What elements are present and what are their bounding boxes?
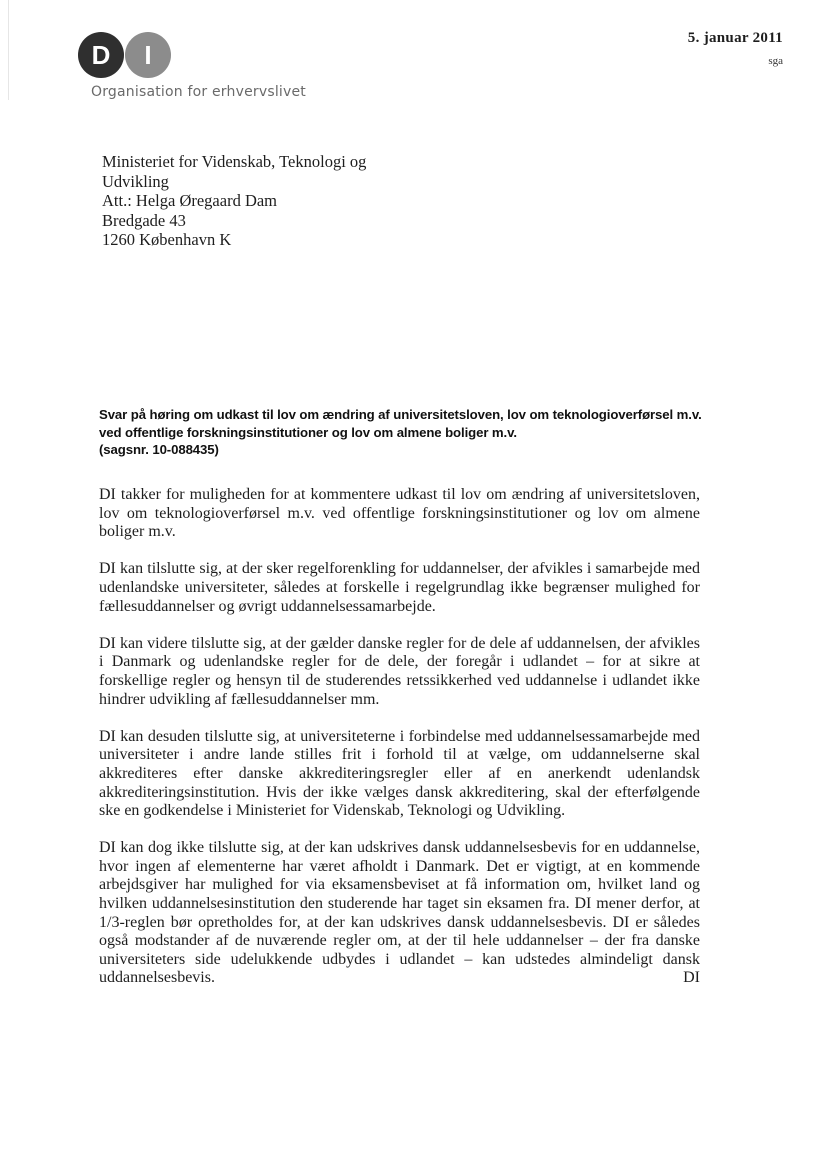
body-paragraph: DI kan desuden tilslutte sig, at universiteterne i forbindelse med uddannelsessamarbejde med universiteter i andre lande stilles frit i forhold til at vælge, om uddannelserne skal akkrediteres efter danske akkrediteringsregler eller af en anerkendt udenlandsk akkrediteringsinstitution. Hvis der ikke vælges dansk akkreditering, skal der efterfølgende ske en godkendelse i Ministeriet for Videnskab, Teknologi og Udvikling. bbox=[99, 727, 700, 820]
body-paragraph: DI takker for muligheden for at kommentere udkast til lov om ændring af universitetsloven, lov om teknologioverførsel m.v. ved offentlige forskningsinstitutioner og lov om almene boliger m.v. bbox=[99, 486, 700, 541]
address-line: Udvikling bbox=[102, 171, 169, 191]
address-line: Att.: Helga Øregaard Dam bbox=[102, 191, 278, 211]
body-paragraph: DI kan dog ikke tilslutte sig, at der kan udskrives dansk uddannelsesbevis for en uddannelse, hvor ingen af elementerne har været afholdt i Danmark. Det er vigtigt, at en kommende arbejdsgiver har mulighed for via eksamensbeviset at få information om, hvilket land og hvilken uddannelsesinstitution den studerende har taget sin eksamen fra. DI mener derfor, at 1/3-reglen bør opretholdes for, at der kan udskrives dansk uddannelsesbevis. DI er således også modstander af de nuværende regler om, at der til hele uddannelser – der fra danske universiteters side udelukkende udbydes i udlandet – kan udstedes almindeligt dansk uddannelsesbevis. DI bbox=[99, 839, 700, 987]
logo-i-circle: I bbox=[125, 32, 171, 78]
author-initials: sga bbox=[768, 55, 783, 67]
logo-d-circle: D bbox=[78, 32, 124, 78]
letter-date: 5. januar 2011 bbox=[687, 30, 783, 46]
recipient-address bbox=[102, 152, 366, 250]
subject-heading bbox=[99, 406, 739, 459]
address-line: Ministeriet for Videnskab, Teknologi og bbox=[102, 152, 367, 171]
organisation-tagline: Organisation for erhvervslivet bbox=[91, 84, 306, 100]
address-line: Bredgade 43 bbox=[102, 210, 186, 230]
body-paragraph: DI kan tilslutte sig, at der sker regelforenkling for uddannelser, der afvikles i samarbejde med udenlandske universiteter, således at forskelle i regelgrundlag ikke begrænser mulighed for fællesuddannelser og øvrigt uddannelsessamarbejde. bbox=[99, 560, 700, 615]
di-logo bbox=[78, 28, 278, 88]
address-line: 1260 København K bbox=[102, 230, 232, 250]
scan-edge-line bbox=[8, 0, 9, 100]
body-paragraph: DI kan videre tilslutte sig, at der gælder danske regler for de dele af uddannelsen, der afvikles i Danmark og udenlandske regler for de dele, der foregår i udlandet – for at sikre at forskellige regler og hensyn til de studerendes retssikkerhed ved uddannelse i udlandet ikke hindrer udvikling af fællesuddannelser mm. bbox=[99, 634, 700, 708]
letter-body bbox=[99, 486, 700, 988]
subject-line: ved offentlige forskningsinstitutioner og lov om almene boliger m.v. bbox=[99, 424, 517, 440]
subject-line: Svar på høring om udkast til lov om ændring af universitetsloven, lov om teknologioverførsel m.v. bbox=[99, 407, 702, 422]
subject-line: (sagsnr. 10-088435) bbox=[99, 442, 219, 457]
